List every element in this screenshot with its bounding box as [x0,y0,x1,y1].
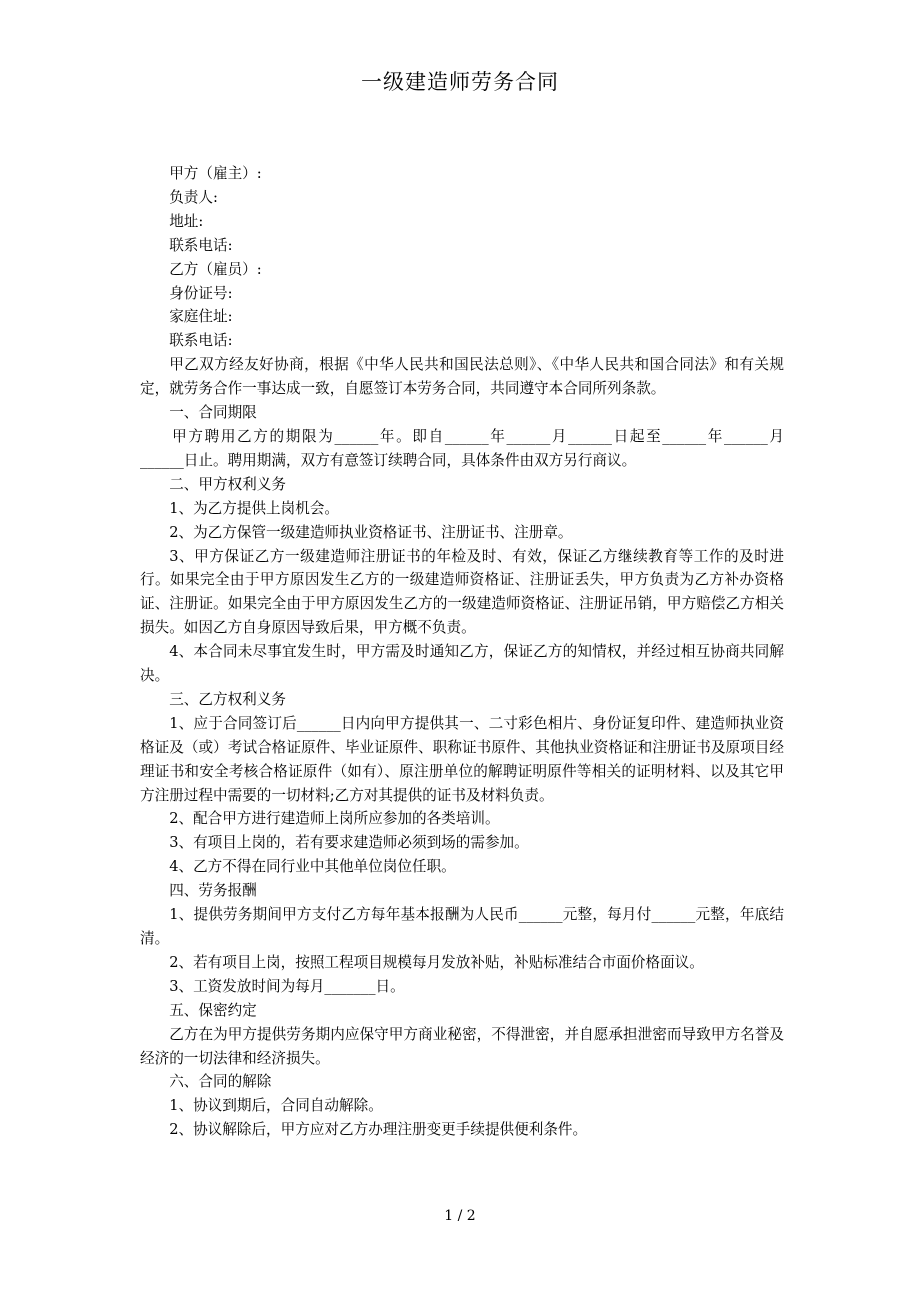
section-heading-termination: 六、合同的解除 [169,1073,272,1091]
section-heading-remuneration: 四、劳务报酬 [169,882,257,900]
party-b-clause-3: 3、有项目上岗的，若有要求建造师必须到场的需参加。 [169,834,529,852]
section-heading-confidentiality: 五、保密约定 [169,1001,257,1019]
party-b-home-address: 家庭住址: [169,308,233,326]
party-b-clause-4: 4、乙方不得在同行业中其他单位岗位任职。 [169,858,456,876]
termination-clause-1: 1、协议到期后，合同自动解除。 [169,1097,383,1115]
party-a-address: 地址: [169,212,204,230]
page-indicator: 1 / 2 [444,1208,476,1224]
section-heading-party-b: 三、乙方权利义务 [169,690,286,708]
party-a-phone: 联系电话: [169,236,233,254]
confidentiality-paragraph: 乙方在为甲方提供劳务期内应保守甲方商业秘密，不得泄密，并自愿承担泄密而导致甲方名誉及经济的一切法律和经济损失。 [140,1025,784,1067]
remuneration-clause-3: 3、工资发放时间为每月_______日。 [169,977,405,995]
preamble-paragraph: 甲乙双方经友好协商，根据《中华人民共和国民法总则》、《中华人民共和国合同法》和有关规定，就劳务合作一事达成一致，自愿签订本劳务合同，共同遵守本合同所列条款。 [140,356,784,398]
remuneration-clause-2: 2、若有项目上岗，按照工程项目规模每月发放补贴，补贴标准结合市面价格面议。 [169,953,704,971]
term-paragraph: 甲方聘用乙方的期限为______年。即自______年______月______日起至______年______月______日止。聘用期满，双方有意签订续聘合同，具体条件由双方另行商议。 [140,427,784,469]
party-a-responsible: 负责人: [169,188,218,206]
document-body [140,162,784,1142]
section-heading-term: 一、合同期限 [169,404,257,422]
termination-clause-2: 2、协议解除后，甲方应对乙方办理注册变更手续提供便利条件。 [169,1121,588,1139]
party-b-clause-1: 1、应于合同签订后______日内向甲方提供其一、二寸彩色相片、身份证复印件、建造师执业资格证及（或）考试合格证原件、毕业证原件、职称证书原件、其他执业资格证和注册证书及原项目经理证书和安全考核合格证原件（如有）、原注册单位的解聘证明原件等相关的证明材料、以及其它甲方注册过程中需要的一切材料;乙方对其提供的证书及材料负责。 [140,714,784,804]
party-b-label: 乙方（雇员）: [169,260,262,278]
party-a-clause-1: 1、为乙方提供上岗机会。 [169,499,340,517]
document-title: 一级建造师劳务合同 [361,70,559,94]
party-a-label: 甲方（雇主）: [169,165,262,182]
party-b-clause-2: 2、配合甲方进行建造师上岗所应参加的各类培训。 [169,810,500,828]
section-heading-party-a: 二、甲方权利义务 [169,475,286,493]
remuneration-clause-1: 1、提供劳务期间甲方支付乙方每年基本报酬为人民币______元整，每月付______元整，年底结清。 [140,906,784,947]
party-a-clause-4: 4、本合同未尽事宜发生时，甲方需及时通知乙方，保证乙方的知情权，并经过相互协商共同解决。 [140,643,784,685]
party-b-phone: 联系电话: [169,332,233,350]
party-a-clause-3: 3、甲方保证乙方一级建造师注册证书的年检及时、有效，保证乙方继续教育等工作的及时进行。如果完全由于甲方原因发生乙方的一级建造师资格证、注册证丢失，甲方负责为乙方补办资格证、注册证。如果完全由于甲方原因发生乙方的一级建造师资格证、注册证吊销，甲方赔偿乙方相关损失。如因乙方自身原因导致后果，甲方概不负责。 [140,547,784,637]
party-a-clause-2: 2、为乙方保管一级建造师执业资格证书、注册证书、注册章。 [169,523,573,541]
party-b-id-number: 身份证号: [169,284,233,302]
